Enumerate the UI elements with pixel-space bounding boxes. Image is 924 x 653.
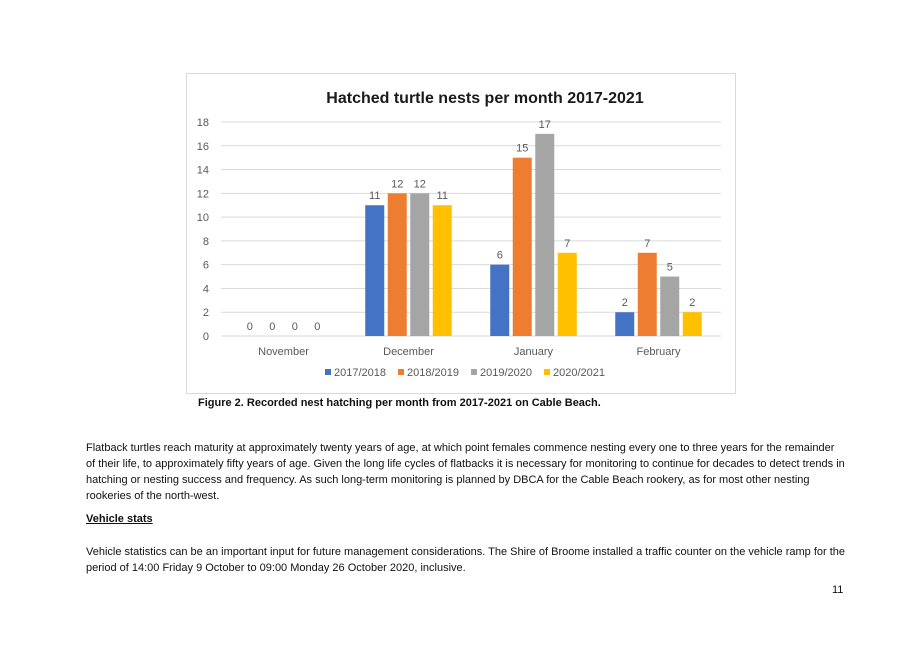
bar-february-2018-2019: [638, 253, 657, 336]
data-label: 0: [246, 321, 253, 333]
x-tick-label: February: [636, 346, 681, 358]
data-label: 11: [369, 190, 381, 203]
body-paragraph: Flatback turtles reach maturity at approximately twenty years of age, at which point females commence nesting every one to three years for the remainder of their life, to approximately fifty years of age. Given the long life cycles of flatbacks it is necessary for monitoring to continue for decades to detect trends in hatching or nesting success and frequency. As such long-term monitoring is planned by DBCA for the Cable Beach rookery, as for most other nesting rookeries of the north-west.: [86, 442, 845, 502]
data-label: 11: [436, 190, 448, 203]
data-label: 12: [413, 178, 426, 191]
y-tick-label: 12: [196, 188, 209, 201]
legend-label: 2020/2021: [553, 367, 605, 379]
legend-swatch: [325, 369, 331, 375]
data-label: 15: [516, 142, 529, 155]
x-tick-label: November: [258, 346, 309, 358]
bar-january-2018-2019: [513, 158, 532, 336]
y-tick-label: 18: [196, 117, 209, 129]
data-label: 6: [496, 249, 503, 262]
bar-december-2017-2018: [365, 205, 384, 336]
legend-label: 2019/2020: [480, 367, 532, 379]
data-label: 7: [564, 237, 571, 250]
legend-label: 2017/2018: [334, 367, 386, 379]
chart-frame: [186, 73, 736, 394]
bar-december-2019-2020: [410, 193, 429, 336]
bar-december-2018-2019: [388, 193, 407, 336]
y-tick-label: 8: [202, 235, 209, 248]
x-tick-label: December: [383, 346, 434, 358]
data-label: 0: [291, 321, 298, 333]
bar-january-2019-2020: [535, 134, 554, 336]
y-tick-label: 2: [202, 307, 209, 320]
data-label: 2: [621, 297, 628, 310]
legend-swatch: [471, 369, 477, 375]
bar-february-2019-2020: [660, 277, 679, 336]
bar-february-2020-2021: [683, 312, 702, 336]
bar-january-2017-2018: [490, 265, 509, 336]
legend-label: 2018/2019: [407, 367, 459, 379]
legend-swatch: [544, 369, 550, 375]
chart-title: Hatched turtle nests per month 2017-2021: [326, 90, 644, 107]
legend-swatch: [398, 369, 404, 375]
bar-january-2020-2021: [558, 253, 577, 336]
bar-february-2017-2018: [615, 312, 634, 336]
bar-chart: [187, 74, 735, 393]
section-heading: Vehicle stats: [86, 513, 153, 525]
data-label: 0: [314, 321, 321, 333]
data-label: 12: [391, 178, 404, 191]
y-tick-label: 10: [196, 212, 209, 225]
data-label: 17: [538, 118, 551, 131]
bar-december-2020-2021: [433, 205, 452, 336]
y-tick-label: 16: [196, 140, 209, 153]
y-tick-label: 6: [202, 259, 209, 272]
data-label: 0: [269, 321, 276, 333]
data-label: 2: [689, 297, 696, 310]
y-tick-label: 14: [196, 164, 209, 177]
data-label: 5: [666, 261, 673, 274]
y-tick-label: 0: [202, 331, 209, 343]
body-paragraph-2: Vehicle statistics can be an important input for future management considerations. The Shire of Broome installed a traffic counter on the vehicle ramp for the period of 14:00 Friday 9 October to 09:00 Monday 26 October 2020, inclusive.: [86, 546, 846, 574]
page-number: 11: [832, 584, 844, 596]
x-tick-label: January: [513, 346, 554, 358]
data-label: 7: [644, 237, 651, 250]
y-tick-label: 4: [202, 283, 209, 296]
figure-caption: Figure 2. Recorded nest hatching per month from 2017-2021 on Cable Beach.: [198, 397, 601, 409]
